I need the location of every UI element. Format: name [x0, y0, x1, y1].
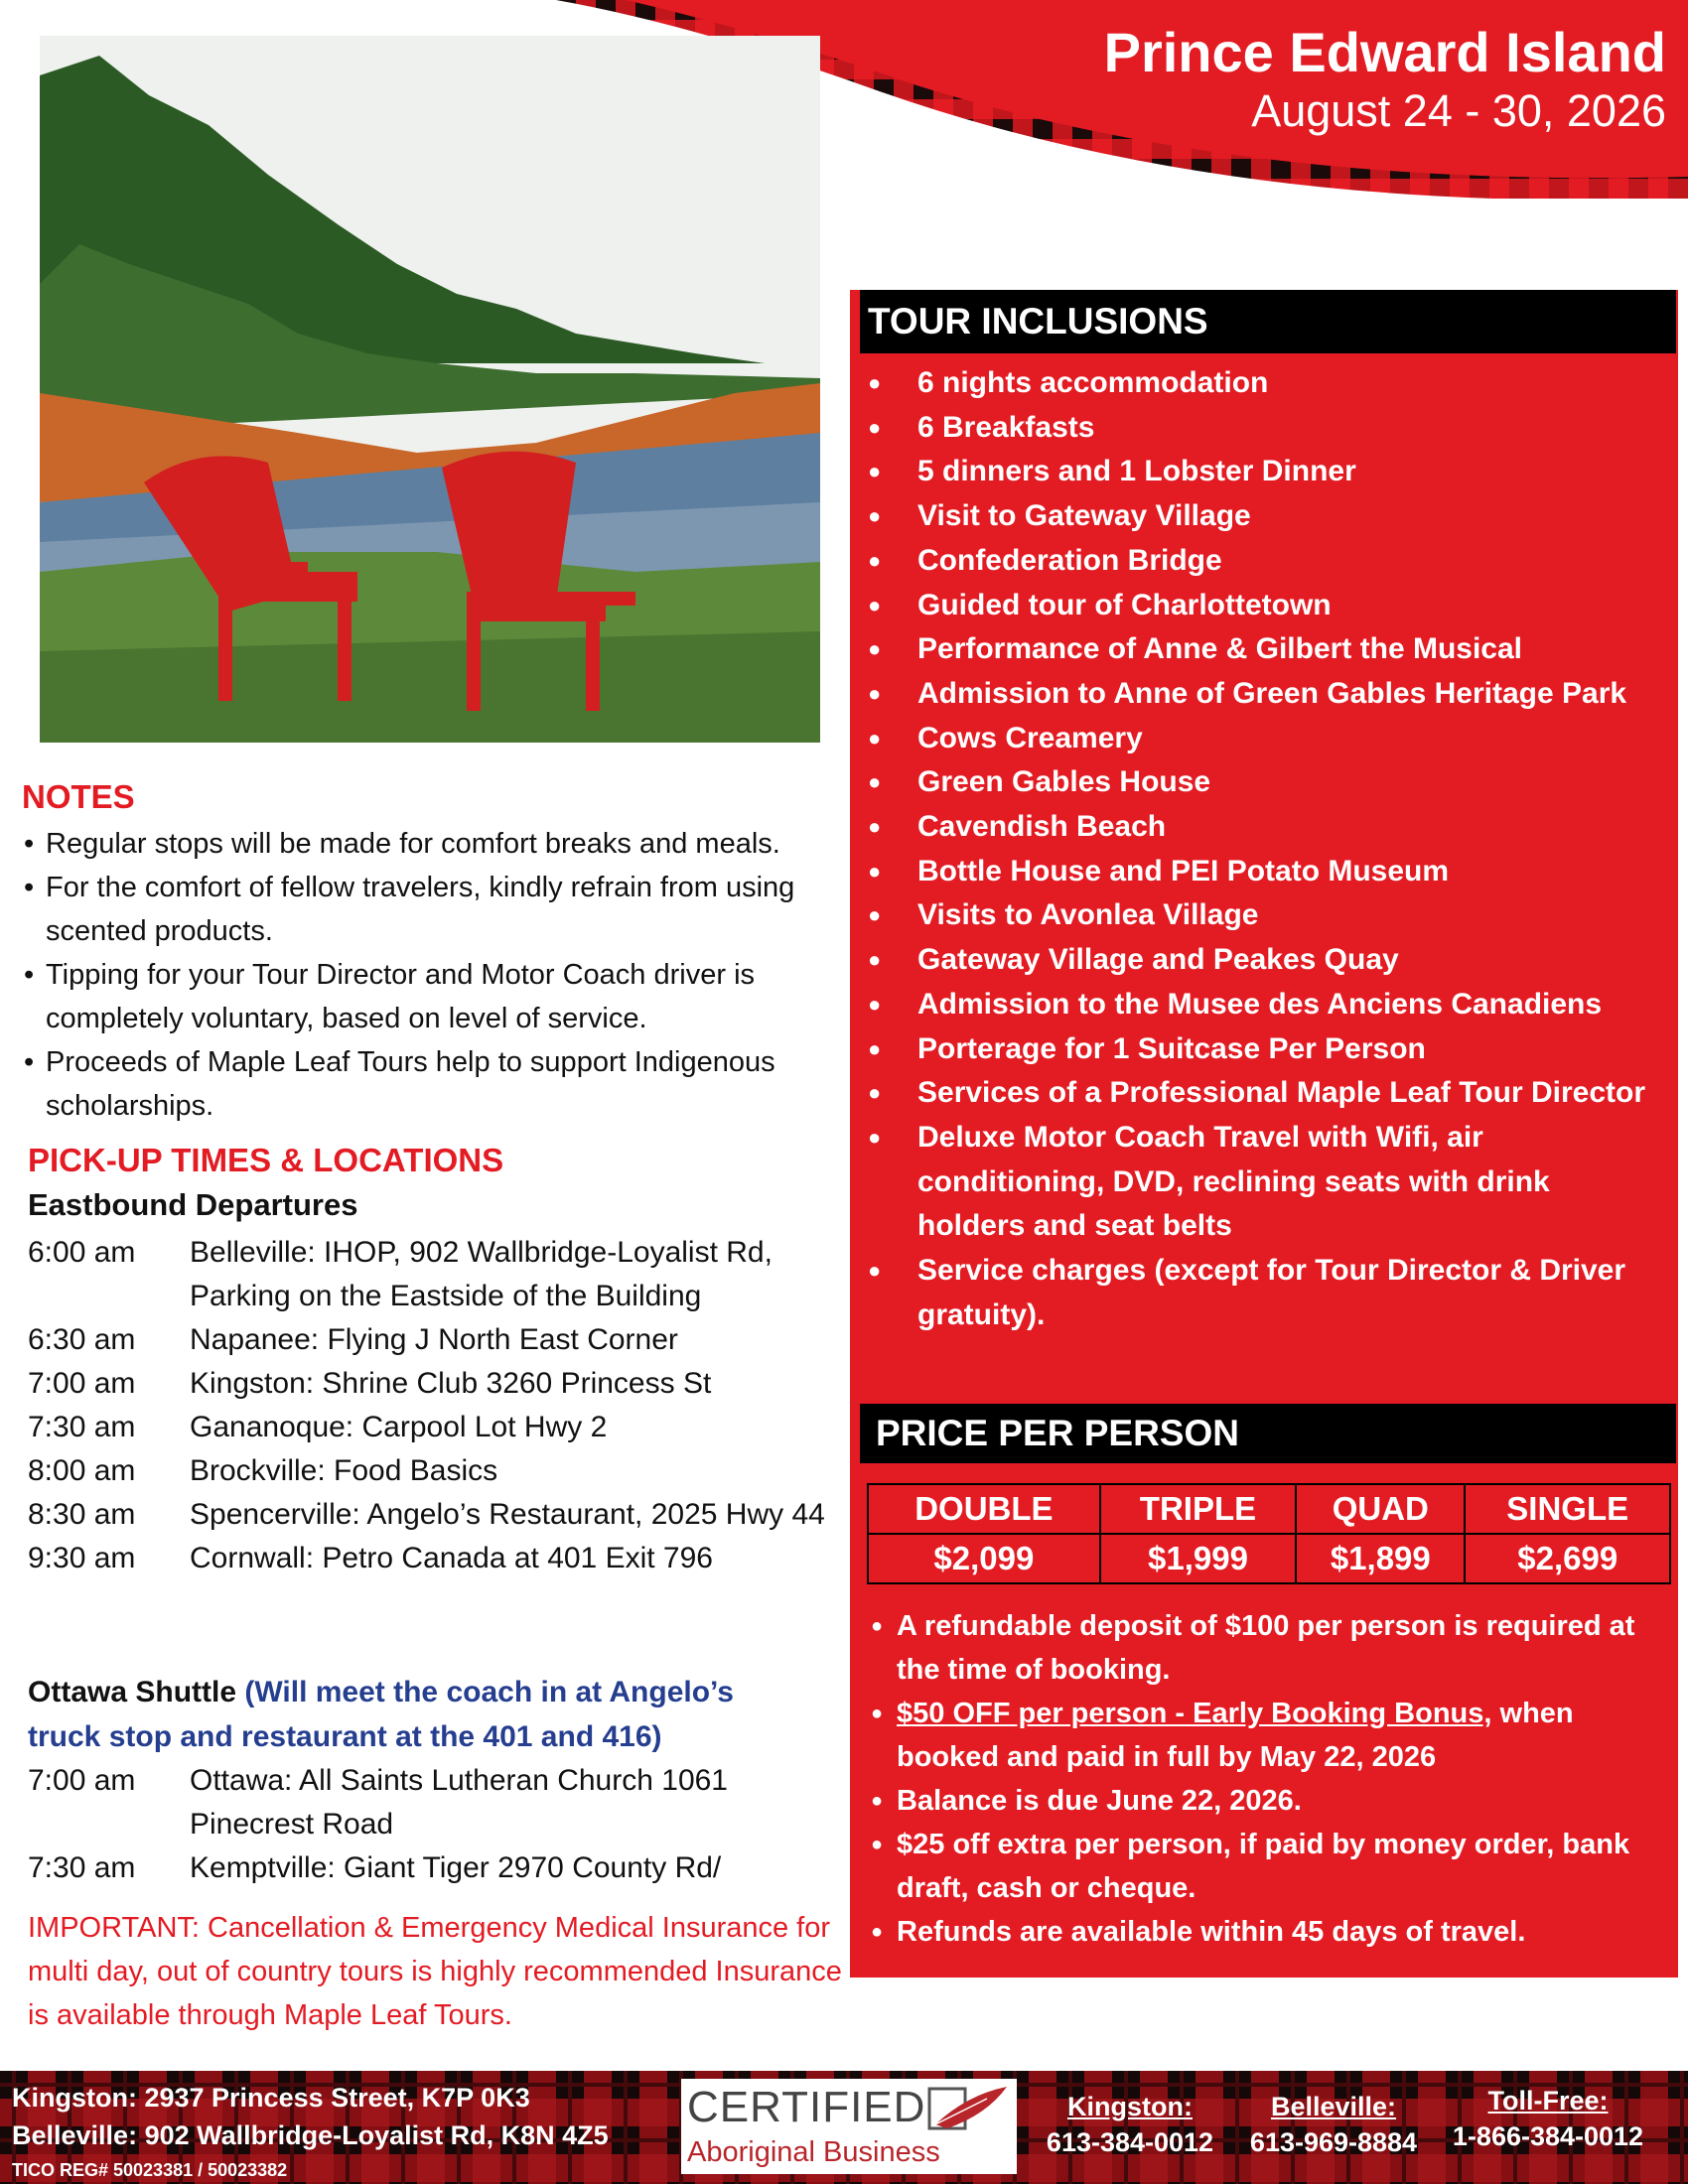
- schedule-row: [28, 1493, 832, 1537]
- pickup-time: 9:30 am: [28, 1542, 136, 1574]
- inclusion-item: ● Cavendish Beach: [868, 805, 1662, 850]
- schedule-row: [28, 1537, 832, 1580]
- eastbound-heading: Eastbound Departures: [28, 1187, 358, 1222]
- price-col-quad: QUAD: [1296, 1484, 1465, 1534]
- contact-phone[interactable]: 1-866-384-0012: [1452, 2121, 1644, 2151]
- inclusion-item: ● Guided tour of Charlottetown: [868, 584, 1662, 628]
- inclusions-list: [868, 361, 1662, 1337]
- contact-toll-free: [1442, 2083, 1654, 2154]
- aboriginal-business-text: Aboriginal Business: [687, 2136, 940, 2168]
- inclusion-item: ● Service charges (except for Tour Director & Driver gratuity).: [868, 1249, 1662, 1337]
- inclusion-item: ● Admission to Anne of Green Gables Heritage Park: [868, 672, 1662, 717]
- pickup-location: Belleville: IHOP, 902 Wallbridge-Loyalist Rd, Parking on the Eastside of the Building: [190, 1236, 773, 1312]
- inclusion-item: ● Services of a Professional Maple Leaf Tour Director: [868, 1071, 1662, 1116]
- schedule-row: [28, 1231, 832, 1318]
- term-deposit: ● A refundable deposit of $100 per person is required at the time of booking.: [871, 1604, 1665, 1692]
- inclusion-item: ● Porterage for 1 Suitcase Per Person: [868, 1027, 1662, 1072]
- notes-list: [22, 822, 831, 1128]
- pickup-time: 6:00 am: [28, 1236, 136, 1269]
- pickup-location: Cornwall: Petro Canada at 401 Exit 796: [190, 1542, 713, 1574]
- contact-label: Toll-Free:: [1487, 2086, 1609, 2116]
- contact-phone[interactable]: 613-969-8884: [1249, 2127, 1418, 2157]
- shuttle-title: Ottawa Shuttle: [28, 1676, 237, 1708]
- price-quad: $1,899: [1296, 1534, 1465, 1583]
- inclusion-item: ● Visits to Avonlea Village: [868, 893, 1662, 938]
- note-item: • For the comfort of fellow travelers, kindly refrain from using scented products.: [22, 866, 831, 953]
- schedule-row: [28, 1449, 832, 1493]
- feather-icon: [927, 2085, 1011, 2136]
- inclusion-item: ● 6 nights accommodation: [868, 361, 1662, 406]
- inclusion-item: ● Performance of Anne & Gilbert the Musical: [868, 627, 1662, 672]
- notes-heading: NOTES: [22, 778, 135, 815]
- pickup-location: Ottawa: All Saints Lutheran Church 1061 Pinecrest Road: [190, 1764, 728, 1841]
- tico-registration: TICO REG# 50023381 / 50023382: [12, 2160, 288, 2180]
- contact-belleville: [1239, 2089, 1428, 2160]
- shuttle-schedule: [28, 1759, 832, 1890]
- price-col-triple: TRIPLE: [1100, 1484, 1296, 1534]
- inclusion-item: ● Admission to the Musee des Anciens Canadiens: [868, 983, 1662, 1027]
- inclusion-item: ● Gateway Village and Peakes Quay: [868, 938, 1662, 983]
- term-balance: ● Balance is due June 22, 2026.: [871, 1779, 1665, 1823]
- inclusion-item: ● Cows Creamery: [868, 717, 1662, 761]
- price-table: [867, 1483, 1671, 1584]
- pickup-time: 6:30 am: [28, 1323, 136, 1356]
- contact-phone[interactable]: 613-384-0012: [1046, 2127, 1214, 2157]
- schedule-row: [28, 1318, 832, 1362]
- pickup-location: Napanee: Flying J North East Corner: [190, 1323, 678, 1356]
- pickup-time: 8:00 am: [28, 1454, 136, 1487]
- inclusion-item: ● Green Gables House: [868, 760, 1662, 805]
- pickup-time: 7:00 am: [28, 1764, 136, 1797]
- pickup-time: 8:30 am: [28, 1498, 136, 1531]
- price-col-double: DOUBLE: [868, 1484, 1100, 1534]
- price-header-row: [868, 1484, 1670, 1534]
- price-col-single: SINGLE: [1465, 1484, 1670, 1534]
- footer-address-belleville: Belleville: 902 Wallbridge-Loyalist Rd, K8N 4Z5: [12, 2120, 609, 2150]
- tour-dates: August 24 - 30, 2026: [1251, 85, 1666, 136]
- shuttle-note: (Will meet the coach in at Angelo’s truck stop and restaurant at the 401 and 416): [28, 1676, 734, 1753]
- pickup-time: 7:30 am: [28, 1851, 136, 1884]
- contact-label: Belleville:: [1270, 2092, 1397, 2121]
- schedule-row: [28, 1846, 832, 1890]
- ottawa-shuttle-heading: [28, 1670, 812, 1759]
- certified-text: CERTIFIED: [687, 2083, 926, 2131]
- schedule-row: [28, 1759, 832, 1846]
- pickup-location: Gananoque: Carpool Lot Hwy 2: [190, 1411, 608, 1443]
- term-discount: ● $25 off extra per person, if paid by money order, bank draft, cash or cheque.: [871, 1823, 1665, 1910]
- pickup-time: 7:00 am: [28, 1367, 136, 1400]
- pickup-time: 7:30 am: [28, 1411, 136, 1443]
- insurance-notice: IMPORTANT: Cancellation & Emergency Medical Insurance for multi day, out of country tours is highly recommended Insurance is available through Maple Leaf Tours.: [28, 1912, 842, 2031]
- pickup-location: Spencerville: Angelo’s Restaurant, 2025 Hwy 44: [190, 1498, 825, 1531]
- inclusion-item: ● Bottle House and PEI Potato Museum: [868, 850, 1662, 894]
- eastbound-schedule: [28, 1231, 832, 1580]
- price-triple: $1,999: [1100, 1534, 1296, 1583]
- contact-label: Kingston:: [1067, 2092, 1193, 2121]
- term-refunds: ● Refunds are available within 45 days of travel.: [871, 1910, 1665, 1954]
- inclusion-item: ● Visit to Gateway Village: [868, 494, 1662, 539]
- term-early-bonus: [871, 1692, 1665, 1779]
- inclusion-item: ● Deluxe Motor Coach Travel with Wifi, air conditioning, DVD, reclining seats with drink holders and seat belts: [868, 1116, 1662, 1249]
- schedule-row: [28, 1362, 832, 1406]
- footer-address-kingston: Kingston: 2937 Princess Street, K7P 0K3: [12, 2083, 530, 2113]
- pickup-location: Kingston: Shrine Club 3260 Princess St: [190, 1367, 712, 1400]
- schedule-row: [28, 1406, 832, 1449]
- early-bonus-detail: when booked and paid in full by May 22, 2026: [897, 1698, 1574, 1773]
- inclusion-item: ● Confederation Bridge: [868, 539, 1662, 584]
- contact-kingston: [1039, 2089, 1221, 2160]
- early-bonus-highlight: $50 OFF per person - Early Booking Bonus,: [897, 1698, 1492, 1729]
- inclusion-item: ● 6 Breakfasts: [868, 406, 1662, 451]
- price-double: $2,099: [868, 1534, 1100, 1583]
- inclusions-heading: TOUR INCLUSIONS: [860, 290, 1676, 353]
- pickup-location: Brockville: Food Basics: [190, 1454, 498, 1487]
- booking-terms: [871, 1604, 1665, 1954]
- note-item: • Tipping for your Tour Director and Motor Coach driver is completely voluntary, based on level of service.: [22, 953, 831, 1040]
- price-single: $2,699: [1465, 1534, 1670, 1583]
- inclusion-item: ● 5 dinners and 1 Lobster Dinner: [868, 450, 1662, 494]
- price-value-row: [868, 1534, 1670, 1583]
- note-item: • Regular stops will be made for comfort breaks and meals.: [22, 822, 831, 866]
- pickup-location: Kemptville: Giant Tiger 2970 County Rd/: [190, 1851, 722, 1884]
- price-heading: PRICE PER PERSON: [860, 1404, 1676, 1463]
- tour-title: Prince Edward Island: [1103, 21, 1666, 83]
- pei-coast-photo: [40, 36, 820, 743]
- pickup-heading: PICK-UP TIMES & LOCATIONS: [28, 1142, 504, 1178]
- note-item: • Proceeds of Maple Leaf Tours help to support Indigenous scholarships.: [22, 1040, 831, 1128]
